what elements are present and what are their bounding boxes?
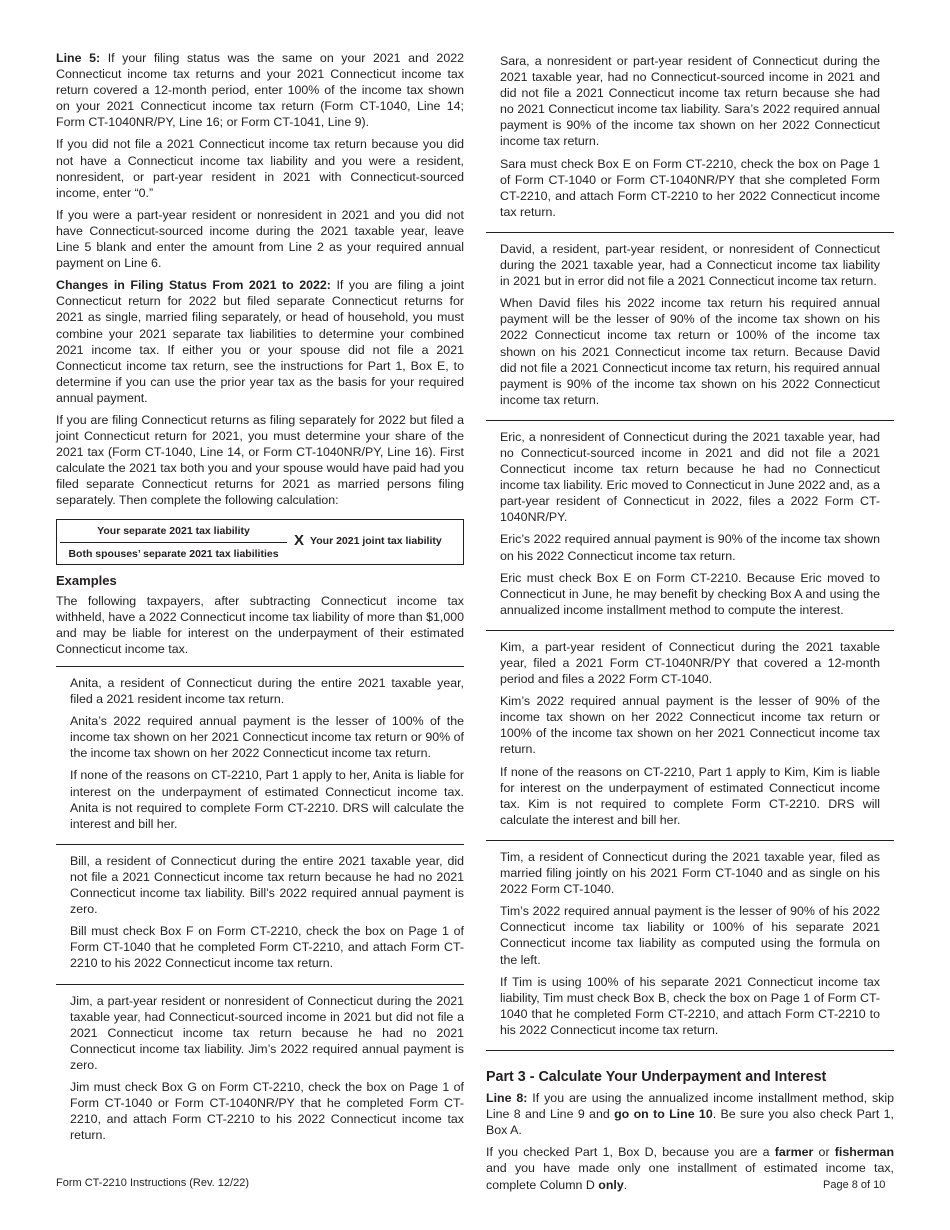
example-eric: Eric, a nonresident of Connecticut during the 2021 taxable year, had no Connecticut-sourced income in 2021 and did not file a 2021 Connecticut income tax return because he had no Connecticut income tax liability. Eric moved to Connecticut in June 2022 and, as a part-year resident of Connecticut in 2022, files a 2022 Form CT-1040NR/PY. Eric’s 2022 required annual payment is 90% of the income tax shown on his 2022 Connecticut income tax return. Eric must check Box E on Form CT-2210. Because Eric moved to Connecticut in June, he may benefit by checking Box A and using the annualized income installment method to compute the interest. [486,420,894,630]
line5-no-return-paragraph: If you did not file a 2021 Connecticut income tax return because you did not have a Connecticut income tax liability and you were a resident, nonresident, or part-year resident in 2021 with Connecticut-sourced income, enter “0.” [56,137,464,200]
example-kim: Kim, a part-year resident of Connecticut during the 2021 taxable year, filed a 2021 Form CT-1040NR/PY that covered a 12-month period and files a 2022 Form CT-1040. Kim’s 2022 required annual payment is the lesser of 90% of the income tax shown on her 2022 Connecticut income tax return or 100% of the income tax shown on her 2021 Connecticut income tax return. If none of the reasons on CT-2210, Part 1 apply to Kim, Kim is liable for interest on the underpayment of estimated Connecticut income tax. Kim is not required to complete Form CT-2210. DRS will calculate the interest and bill her. [486,630,894,840]
line5-paragraph: Line 5: If your filing status was the same on your 2021 and 2022 Connecticut income tax returns and your 2021 Connecticut income tax return covered a 12-month period, enter 100% of the income tax shown on your 2021 Connecticut income tax return (Form CT-1040, Line 14; Form CT-1040NR/PY, Line 16; or Form CT-1041, Line 9). [56,51,464,130]
formula-numerator: Your separate 2021 tax liability [97,524,250,537]
examples-heading: Examples [56,572,117,588]
part3-heading: Part 3 - Calculate Your Underpayment and Interest [486,1068,827,1085]
page-number: Page 8 of 10 [823,1179,886,1191]
examples-end-rule [486,1050,894,1065]
filing-separately-paragraph: If you are filing Connecticut returns as filing separately for 2022 but filed a joint Connecticut return for 2021, you must determine your share of the 2021 tax (Form CT-1040, Line 14, or Form CT-1040NR/PY, Line 16). First calculate the 2021 tax both you and your spouse would have paid had you filed separate Connecticut returns for 2021 as married persons filing separately. Then complete the following calculation: [56,412,464,508]
formula-joint-liability: Your 2021 joint tax liability [310,535,442,548]
left-column [56,50,464,1155]
examples-intro: The following taxpayers, after subtracting Connecticut income tax withheld, have a 2022 Connecticut income tax liability of more than $1,000 and may be liable for interest on the underpayment of their estimated Connecticut income tax. [56,593,464,656]
line8-paragraph: Line 8: If you are using the annualized income installment method, skip Line 8 and Line 9 and go on to Line 10. Be sure you also check Part 1, Box A. [486,1091,895,1138]
line5-part-year-paragraph: If you were a part-year resident or nonresident in 2021 and you did not have Connecticut-sourced income during the 2021 taxable year, leave Line 5 blank and enter the amount from Line 2 as your required annual payment on Line 6. [56,207,464,271]
example-tim: Tim, a resident of Connecticut during the 2021 taxable year, filed as married filing jointly on his 2021 Form CT-1040 and as single on his 2022 Form CT-1040. Tim’s 2022 required annual payment is the lesser of 90% of his 2022 Connecticut income tax liability or 100% of his separate 2021 Connecticut income tax liability as computed using the formula on the left. If Tim is using 100% of his separate 2021 Connecticut income tax liability, Tim must check Box B, check the box on Page 1 of Form CT-1040 that he completed Form CT-2210, and attach Form CT-2210 to his 2022 Connecticut income tax return. [486,840,894,1050]
example-bill: Bill, a resident of Connecticut during the entire 2021 taxable year, did not file a 2021 Connecticut income tax return because he had no 2021 Connecticut income tax liability. Bill’s 2022 required annual payment is zero. Bill must check Box F on Form CT-2210, check the box on Page 1 of Form CT-1040 that he completed Form CT-2210, and attach Form CT-2210 to his 2022 Connecticut income tax return. [56,844,464,984]
multiply-sign: X [294,532,305,550]
farmer-paragraph: If you checked Part 1, Box D, because you are a farmer or fisherman and you have made only one installment of estimated income tax, complete Column D only. [486,1145,895,1192]
right-column [486,50,894,1199]
example-sara: Sara, a nonresident or part-year resident of Connecticut during the 2021 taxable year, had no Connecticut-sourced income in 2021 and did not file a 2021 Connecticut income tax return because she had no 2021 Connecticut income tax liability. Sara’s 2022 required annual payment is 90% of the income tax shown on her 2022 Connecticut income tax return. Sara must check Box E on Form CT-2210, check the box on Page 1 of Form CT-1040 or Form CT-1040NR/PY that she completed Form CT-2210, and attach Form CT-2210 to her 2022 Connecticut income tax return. [500,54,880,219]
form-footer: Form CT-2210 Instructions (Rev. 12/22) [56,1177,249,1189]
example-anita: Anita, a resident of Connecticut during the entire 2021 taxable year, filed a 2021 resident income tax return. Anita’s 2022 required annual payment is the lesser of 100% of the income tax shown on her 2021 Connecticut income tax return or 90% of the income tax shown on her 2022 Connecticut income tax return. If none of the reasons on CT-2210, Part 1 apply to her, Anita is liable for interest on the underpayment of estimated Connecticut income tax. Anita is not required to complete Form CT-2210. DRS will calculate the interest and bill her. [56,666,464,844]
formula-denominator: Both spouses’ separate 2021 tax liabilities [60,542,287,562]
example-david: David, a resident, part-year resident, or nonresident of Connecticut during the 2021 taxable year, had a Connecticut income tax liability in 2021 but in error did not file a 2021 Connecticut income tax return. When David files his 2022 income tax return his required annual payment will be the lesser of 90% of the income tax shown on his 2022 Connecticut income tax return or 100% of the income tax shown on his 2021 Connecticut income tax return. Because David did not file a 2021 Connecticut income tax return, his required annual payment is 90% of the income tax shown on his 2022 Connecticut income tax return. [486,232,894,420]
example-jim: Jim, a part-year resident or nonresident of Connecticut during the 2021 taxable year, had Connecticut-sourced income in 2021 but did not file a 2021 Connecticut income tax return because he had no 2021 Connecticut income tax liability. Jim’s 2022 required annual payment is zero. Jim must check Box G on Form CT-2210, check the box on Page 1 of Form CT-1040 or Form CT-1040NR/PY that he completed Form CT-2210, and attach Form CT-2210 to his 2022 Connecticut income tax return. [56,984,464,1156]
tax-share-formula [56,519,464,565]
formula-fraction [57,521,290,562]
filing-status-changes-paragraph: Changes in Filing Status From 2021 to 2022: If you are filing a joint Connecticut return for 2022 but filed separate Connecticut returns for 2021 as single, married filing separately, or head of household, you must combine your 2021 separate tax liabilities to determine your combined 2021 income tax. If either you or your spouse did not file a 2021 Connecticut income tax return, see the instructions for Part 1, Box E, to determine if you can use the prior year tax as the basis for your required annual payment. [56,278,465,405]
